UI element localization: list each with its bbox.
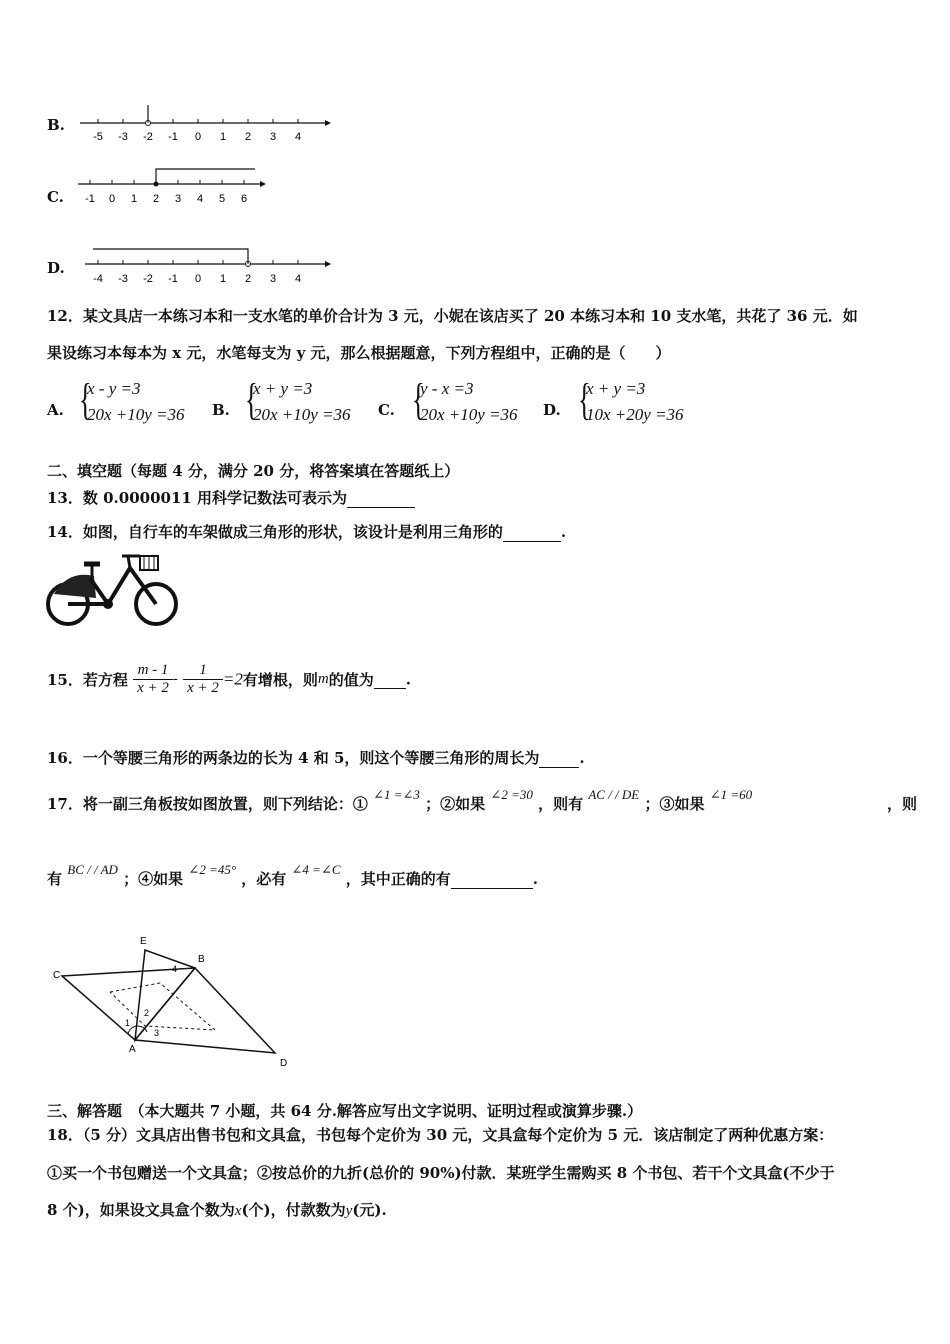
math-expr: ∠2 =30 [490,787,533,802]
label-a: A [129,1044,136,1055]
math-expr: ∠4 =∠C [291,862,341,877]
answer-blank [539,749,579,768]
q12-option-c-label: C. [378,401,395,419]
q12-option-b-system: { x + y =3 20x +10y =36 [253,376,351,428]
math-expr: AC / / DE [588,787,640,802]
equals-two: =2 [222,669,243,689]
answer-blank [374,670,406,689]
q15-suffix: 的值为 [328,671,374,689]
q16-text: 16．一个等腰三角形的两条边的长为 4 和 5，则这个等腰三角形的周长为 [47,749,540,767]
q18-line3 [47,1199,387,1220]
variable-m: m [317,671,329,687]
numerator: 1 [183,662,223,680]
option-d-label: D. [47,259,65,277]
q18-text: (元). [352,1201,387,1219]
option-b-label: B. [47,116,65,134]
tick-label: -2 [143,131,153,143]
minus-sign: - [172,671,178,687]
q14-text: 14．如图，自行车的车架做成三角形的形状，该设计是利用三角形的 [47,523,503,541]
tick-label: -2 [143,273,153,285]
tick-label: -3 [118,273,128,285]
tick-label: 4 [196,193,204,205]
q12-option-a-label: A. [47,401,64,419]
denominator: x + 2 [187,680,219,696]
equation: 20x +10y =36 [253,405,351,424]
q13 [47,487,415,508]
label-4: 4 [172,964,178,974]
tick-label: -1 [168,131,178,143]
denominator: x + 2 [137,680,169,696]
tick-label: -5 [93,131,103,143]
numerator: m - 1 [133,662,173,680]
equation: y - x =3 [420,379,474,398]
section-3-heading: 三、解答题 （本大题共 7 小题，共 64 分.解答应写出文字说明、证明过程或演算步骤.） [47,1102,643,1120]
q12-option-c-system: { y - x =3 20x +10y =36 [420,376,518,428]
variable-y: y [345,1203,353,1219]
q12-line1: 12．某文具店一本练习本和一支水笔的单价合计为 3 元，小妮在该店买了 20 本练习本和 10 支水笔，共花了 36 元．如 [47,307,858,325]
q18-line2: ①买一个书包赠送一个文具盒；②按总价的九折(总价的 90%)付款．某班学生需购买 8 个书包、若干个文具盒(不少于 [47,1164,835,1182]
tick-label: 0 [194,131,202,143]
tick-label: 0 [108,193,116,205]
q12-option-b-label: B. [212,401,230,419]
period: . [579,749,585,767]
label-3: 3 [154,1028,160,1038]
q17-text: ；③如果 [644,795,705,813]
number-line-b [75,100,335,148]
q18-line1: 18．（5 分）文具店出售书包和文具盒，书包每个定价为 30 元，文具盒每个定价为 5 元．该店制定了两种优惠方案： [47,1126,834,1144]
tick-label: 3 [269,273,277,285]
label-1: 1 [125,1018,131,1028]
label-d: D [280,1058,288,1069]
variable-x: x [234,1203,242,1219]
q14 [47,521,566,542]
bicycle-figure [44,550,180,630]
label-b: B [198,954,205,965]
tick-label: 2 [244,273,252,285]
tick-label: 2 [152,193,160,205]
fraction [133,662,173,697]
q12-option-d-system: { x + y =3 10x +20y =36 [586,376,684,428]
tick-label: -3 [118,131,128,143]
answer-blank [347,489,415,508]
tick-label: -1 [168,273,178,285]
answer-blank [503,523,561,542]
q15 [47,662,411,697]
tick-label: 3 [174,193,182,205]
tick-label: 5 [218,193,226,205]
q15-prefix: 15．若方程 [47,671,128,689]
number-line-d [75,240,335,288]
tick-label: 6 [240,193,248,205]
math-expr: ∠1 =60 [709,787,753,802]
tick-label: 1 [219,273,227,285]
q17-text: 17．将一副三角板按如图放置，则下列结论：① [47,795,368,813]
equation: 20x +10y =36 [420,405,518,424]
q18-text: (个)，付款数为 [241,1201,346,1219]
triangle-plates-figure [50,928,300,1078]
q17-text: 有 [47,870,63,888]
period: . [405,670,411,689]
q13-text: 13．数 0.0000011 用科学记数法可表示为 [47,489,348,507]
equation: x + y =3 [253,379,313,398]
q17-text: ，则有 [538,795,584,813]
tick-label: -4 [93,273,103,285]
q17-text: ，则 [887,795,918,813]
tick-label: -1 [85,193,95,205]
q17-text: ，必有 [241,870,287,888]
q12-option-a-system: { x - y =3 20x +10y =36 [87,376,185,428]
tick-label: 4 [294,131,302,143]
equation: 20x +10y =36 [87,405,185,424]
q12-line2: 果设练习本每本为 x 元，水笔每支为 y 元，那么根据题意，下列方程组中，正确的是（ ） [47,344,671,362]
label-c: C [53,970,61,981]
q17-line1 [47,787,753,814]
equation: x - y =3 [87,379,141,398]
tick-label: 3 [269,131,277,143]
equation: x + y =3 [586,379,646,398]
label-e: E [140,936,147,947]
q15-mid: 有增根，则 [242,671,318,689]
tick-label: 4 [294,273,302,285]
option-c-label: C. [47,188,64,206]
math-expr: ∠1 =∠3 [373,787,420,802]
tick-label: 1 [219,131,227,143]
q12-option-d-label: D. [543,401,561,419]
q17-line2 [47,862,538,889]
q17-text: ；④如果 [123,870,184,888]
period: . [560,523,567,541]
fraction [183,662,223,697]
math-expr: BC / / AD [67,862,118,877]
q16 [47,747,585,768]
equation: 10x +20y =36 [586,405,684,424]
q17-text: ，其中正确的有 [345,870,451,888]
q18-text: 8 个)，如果设文具盒个数为 [47,1201,235,1219]
answer-blank [451,870,533,889]
tick-label: 0 [194,273,202,285]
math-expr: ∠2 =45° [188,862,237,877]
label-2: 2 [144,1008,150,1018]
section-2-heading: 二、填空题（每题 4 分，满分 20 分，将答案填在答题纸上） [47,462,460,480]
q17-text: ；②如果 [425,795,486,813]
number-line-c [75,160,275,212]
period: . [532,870,538,888]
tick-label: 2 [244,131,252,143]
tick-label: 1 [130,193,138,205]
